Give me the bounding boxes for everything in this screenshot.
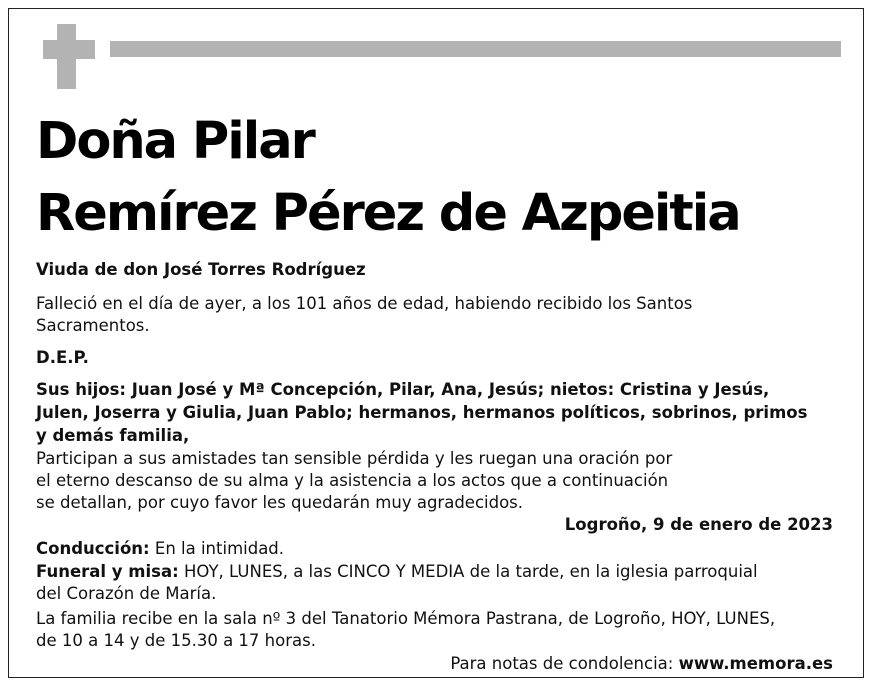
funeral-line1 [36, 560, 758, 583]
funeral-label: Funeral y misa: [36, 562, 179, 581]
deceased-name-line1: Doña Pilar [36, 112, 314, 171]
rip: D.E.P. [36, 348, 89, 367]
request-line3: se detallan, por cuyo favor les quedarán muy agradecidos. [36, 493, 524, 512]
condolence-link[interactable]: www.memora.es [678, 654, 833, 673]
condolence-label: Para notas de condolencia: [450, 654, 679, 673]
condolence-line [450, 652, 833, 675]
wake-line1: La familia recibe en la sala nº 3 del Tanatorio Mémora Pastrana, de Logroño, HOY, LUNES, [36, 609, 776, 628]
widow-of: Viuda de don José Torres Rodríguez [36, 260, 366, 279]
family-line2: Julen, Joserra y Giulia, Juan Pablo; hermanos, hermanos políticos, sobrinos, primos [36, 403, 808, 422]
conduction-line [36, 537, 284, 560]
cross-icon-horizontal [43, 40, 95, 59]
conduction-value: En la intimidad. [149, 539, 285, 558]
death-notice-line1: Falleció en el día de ayer, a los 101 años de edad, habiendo recibido los Santos [36, 294, 693, 313]
death-notice-line2: Sacramentos. [36, 316, 150, 335]
header-bar [110, 41, 841, 57]
conduction-label: Conducción: [36, 539, 150, 558]
family-line3: y demás familia, [36, 426, 190, 445]
funeral-value: HOY, LUNES, a las CINCO Y MEDIA de la tarde, en la iglesia parroquial [178, 562, 758, 581]
wake-line2: de 10 a 14 y de 15.30 a 17 horas. [36, 631, 316, 650]
place-date: Logroño, 9 de enero de 2023 [564, 515, 833, 534]
request-line1: Participan a sus amistades tan sensible pérdida y les ruegan una oración por [36, 449, 673, 468]
request-line2: el eterno descanso de su alma y la asistencia a los actos que a continuación [36, 471, 669, 490]
deceased-name-line2: Remírez Pérez de Azpeitia [36, 184, 740, 243]
family-line1: Sus hijos: Juan José y Mª Concepción, Pilar, Ana, Jesús; nietos: Cristina y Jesús, [36, 380, 770, 399]
funeral-line2: del Corazón de María. [36, 584, 217, 603]
